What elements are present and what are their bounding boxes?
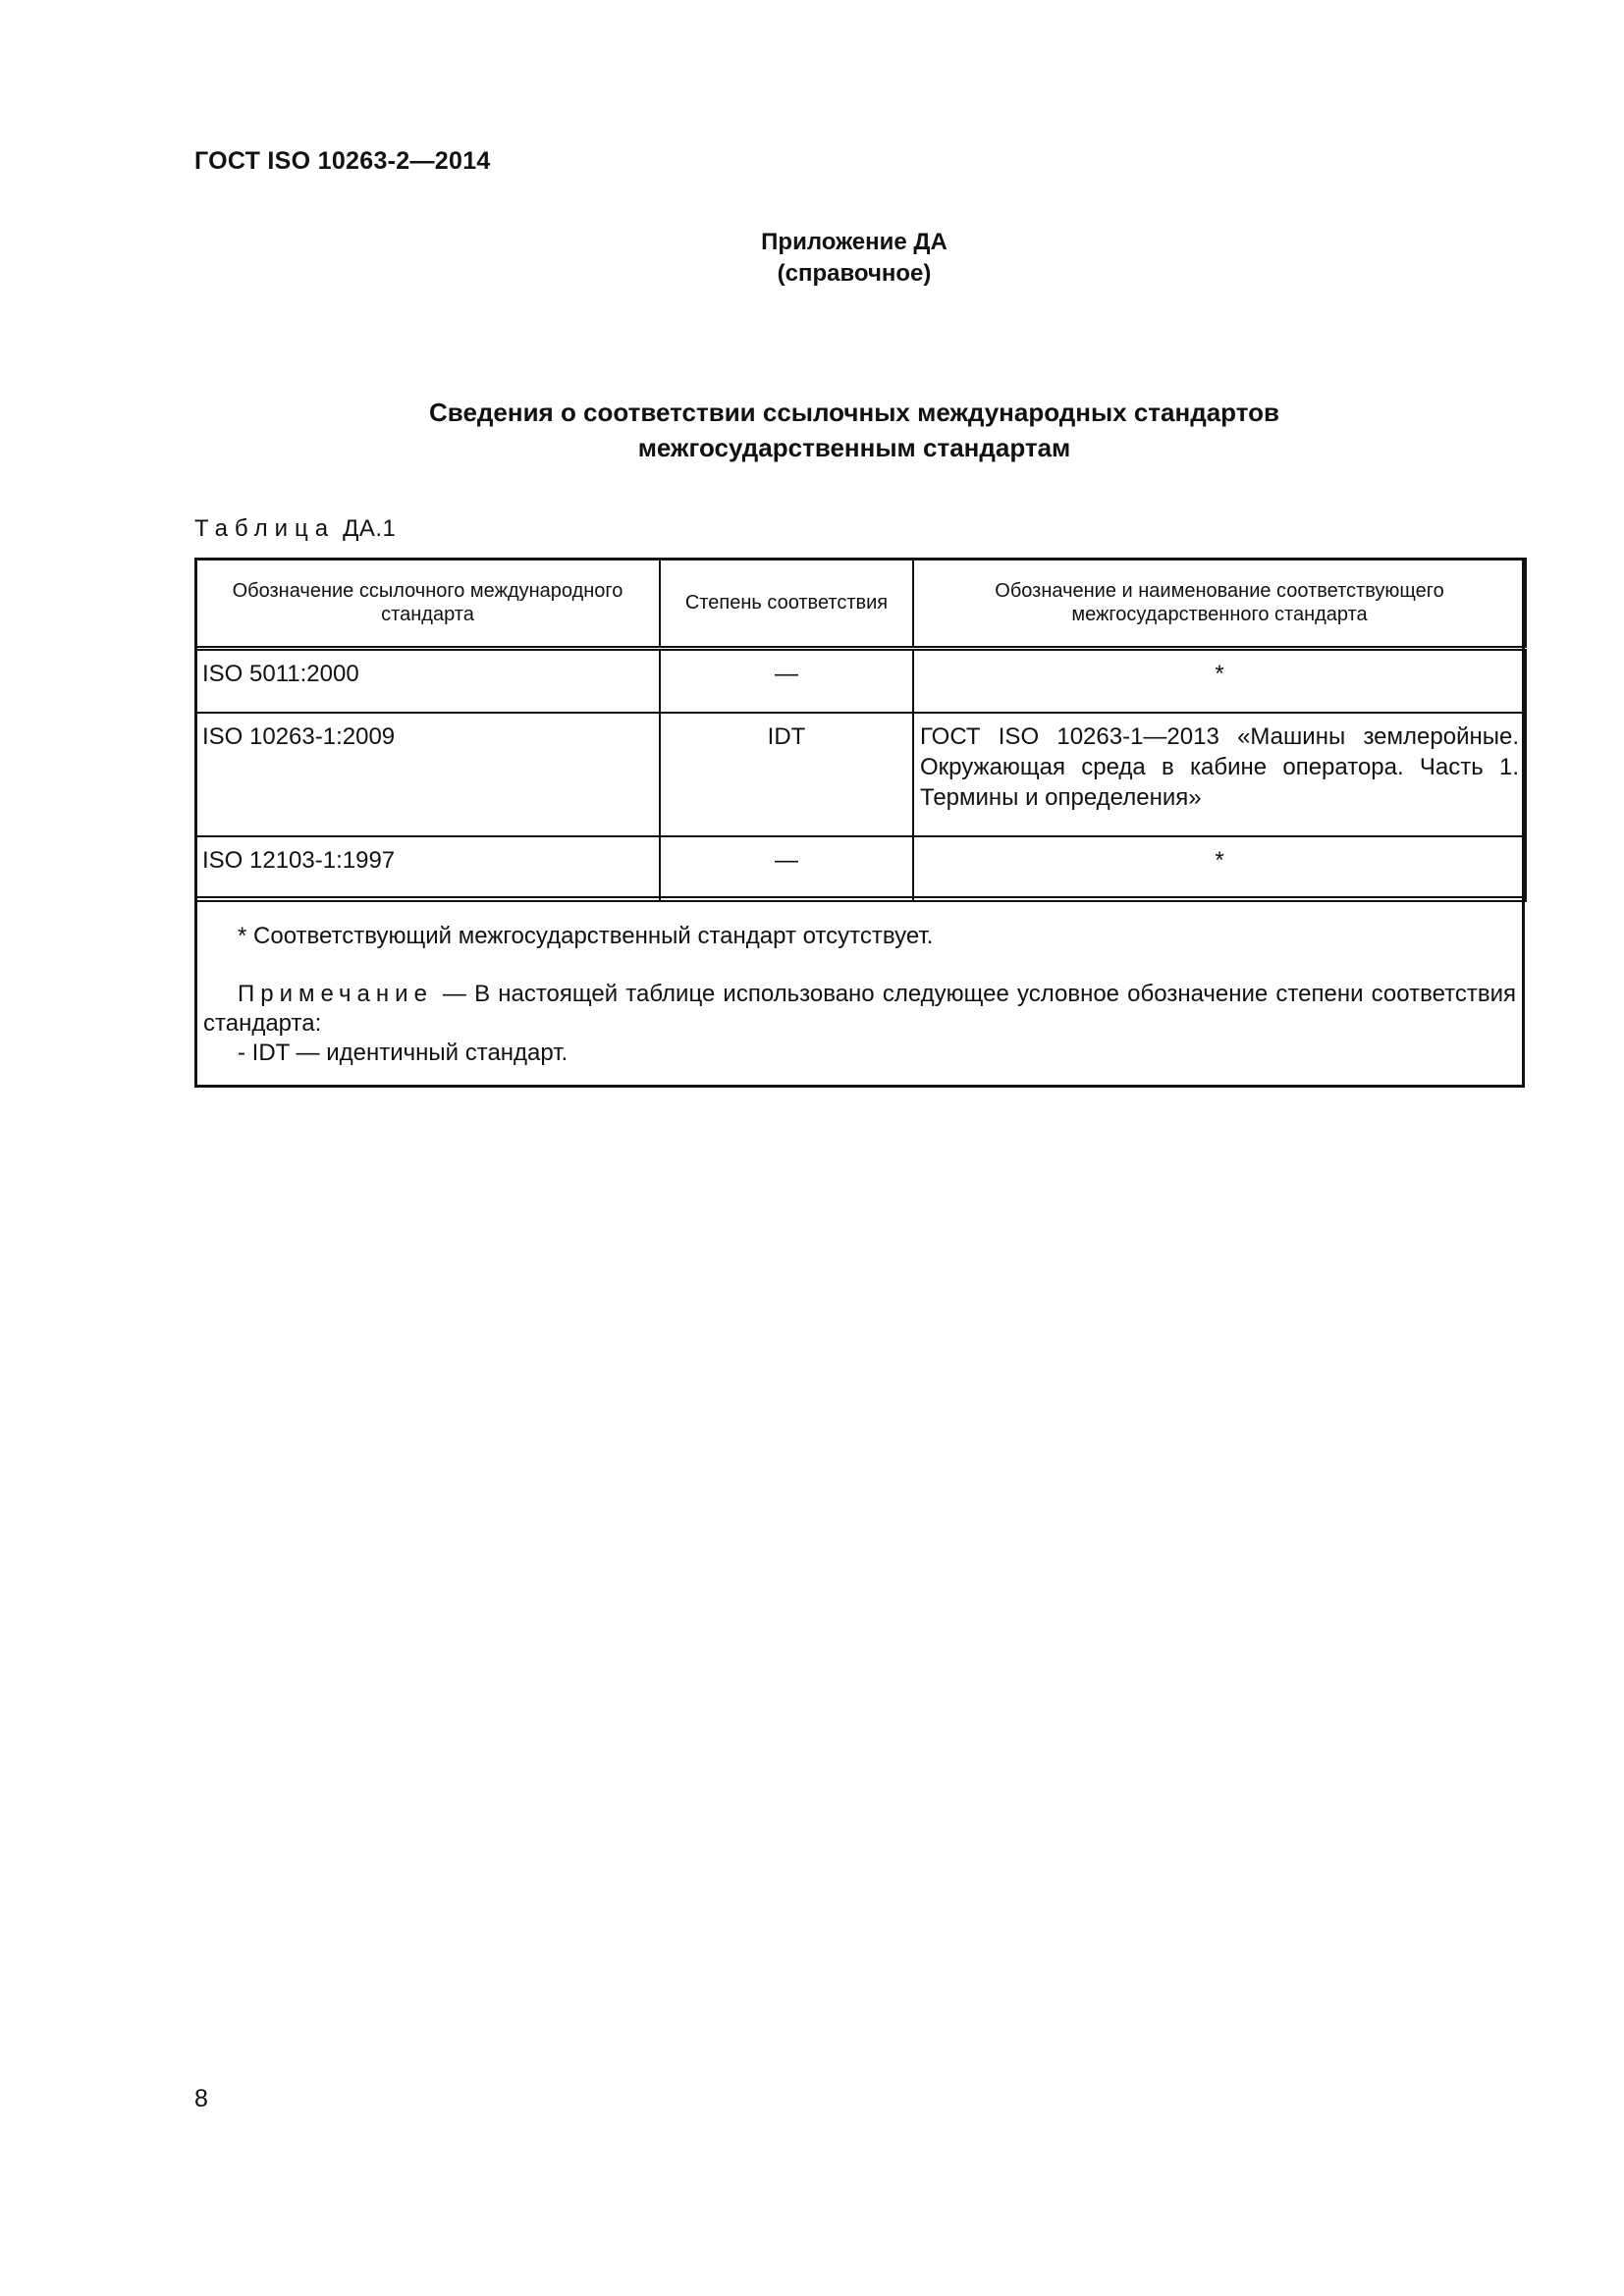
appendix-title: Приложение ДА (761, 229, 947, 255)
cell-standard: ISO 12103-1:1997 (195, 836, 660, 901)
cell-degree: IDT (660, 713, 913, 836)
note-text: — В настоящей таблице использовано следующее условное обозначение степени соответствия стандарта: (203, 981, 1516, 1037)
cell-degree: — (660, 648, 913, 713)
page-number: 8 (194, 2085, 208, 2112)
cell-national: * (913, 648, 1526, 713)
table-caption-word: Таблица (194, 515, 336, 542)
document-code: ГОСТ ISO 10263-2—2014 (194, 147, 491, 175)
header-reference-standard: Обозначение ссылочного международного стандарта (195, 559, 660, 648)
header-degree: Степень соответствия (660, 559, 913, 648)
table-caption (194, 515, 396, 543)
cell-standard: ISO 5011:2000 (195, 648, 660, 713)
section-title-line2: межгосударственным стандартам (637, 433, 1071, 462)
section-title (0, 395, 1624, 465)
table-footnote: * Соответствующий межгосударственный стандарт отсутствует. (238, 923, 934, 949)
appendix-heading (0, 227, 1624, 290)
note-item: - IDT — идентичный стандарт. (238, 1040, 568, 1066)
cell-national: ГОСТ ISO 10263-1—2013 «Машины землеройные. Окружающая среда в кабине оператора. Часть 1. Термины и определения» (913, 713, 1526, 836)
appendix-subtitle: (справочное) (777, 260, 932, 287)
note-label: Примечание (238, 981, 433, 1007)
cell-national: * (913, 836, 1526, 901)
table-caption-id: ДА.1 (343, 515, 397, 542)
header-national-standard: Обозначение и наименование соответствующего межгосударственного стандарта (913, 559, 1526, 648)
cell-standard: ISO 10263-1:2009 (195, 713, 660, 836)
section-title-line1: Сведения о соответствии ссылочных международных стандартов (429, 398, 1279, 427)
table-border (194, 558, 1525, 1088)
cell-degree: — (660, 836, 913, 901)
